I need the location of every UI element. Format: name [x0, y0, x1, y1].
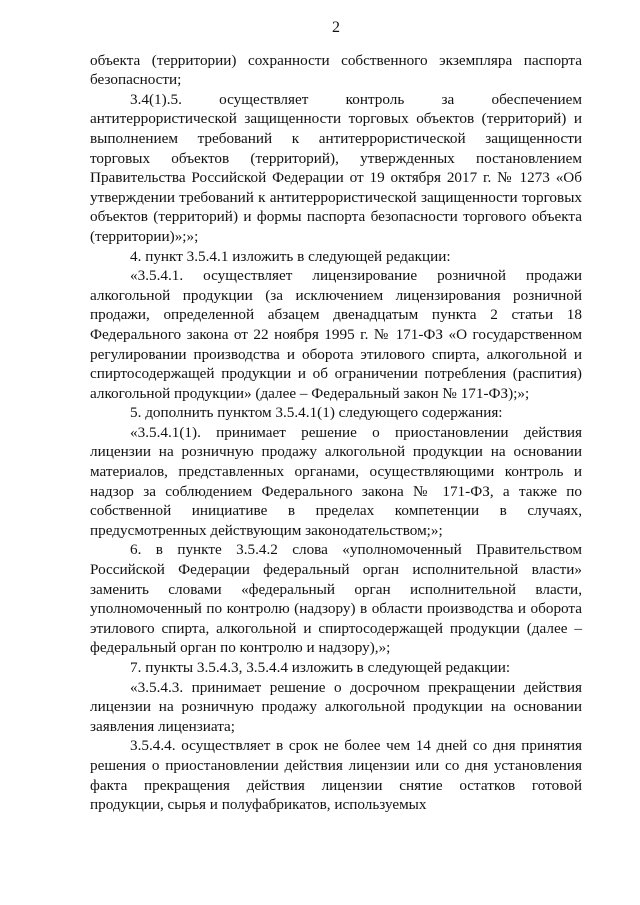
paragraph-8: 7. пункты 3.5.4.3, 3.5.4.4 изложить в следующей редакции: [130, 659, 511, 676]
paragraph-10: 3.5.4.4. осуществляет в срок не более чем 14 дней со дня принятия решения о приостановлении действия лицензии или со дня установления факта прекращения действия лицензии снятие остатков готовой продукции, сырья и полуфабрикатов, используемых [90, 737, 582, 814]
page-number: 2 [332, 19, 340, 36]
paragraph-6: «3.5.4.1(1). принимает решение о приостановлении действия лицензии на розничную продажу алкогольной продукции на основании материалов, представленных органами, осуществляющими контроль и надзор за соблюдением Федерального закона № 171-ФЗ, а также по собственной инициативе в пределах компетенции в случаях, предусмотренных действующим законодательством;»; [90, 423, 582, 539]
paragraph-9: «3.5.4.3. принимает решение о досрочном прекращении действия лицензии на розничную продажу алкогольной продукции на основании заявления лицензиата; [90, 678, 582, 735]
paragraph-3: 4. пункт 3.5.4.1 изложить в следующей редакции: [130, 247, 451, 265]
paragraph-1: объекта (территории) сохранности собственного экземпляра паспорта безопасности; [90, 51, 582, 89]
paragraph-2: 3.4(1).5. осуществляет контроль за обеспечением антитеррористической защищенности торговых объектов (территорий) и выполнением требований к антитеррористической защищенности торговых объектов (территорий), утвержденных постановлением Правительства Российской Федерации от 19 октября 2017 г. № 1273 «Об утверждении требований к антитеррористической защищенности торговых объектов (территорий) и формы паспорта безопасности торгового объекта (территории)»;»; [90, 90, 582, 245]
document-page [90, 18, 582, 815]
paragraph-4: «3.5.4.1. осуществляет лицензирование розничной продажи алкогольной продукции (за исключением лицензирования розничной продажи, определенной абзацем двенадцатым пункта 2 статьи 18 Федерального закона от 22 ноября 1995 г. № 171-ФЗ «О государственном регулировании производства и оборота этилового спирта, алкогольной и спиртосодержащей продукции и об ограничении потребления (распития) алкогольной продукции» (далее – Федеральный закон № 171-ФЗ);»; [90, 267, 582, 402]
paragraph-5: 5. дополнить пунктом 3.5.4.1(1) следующего содержания: [130, 404, 503, 422]
paragraph-7: 6. в пункте 3.5.4.2 слова «уполномоченный Правительством Российской Федерации федеральный орган исполнительной власти» заменить словами «федеральный орган исполнительной власти, уполномоченный по контролю (надзору) в области производства и оборота этилового спирта, алкогольной и спиртосодержащей продукции (далее – федеральный орган по контролю и надзору),»; [90, 541, 582, 657]
